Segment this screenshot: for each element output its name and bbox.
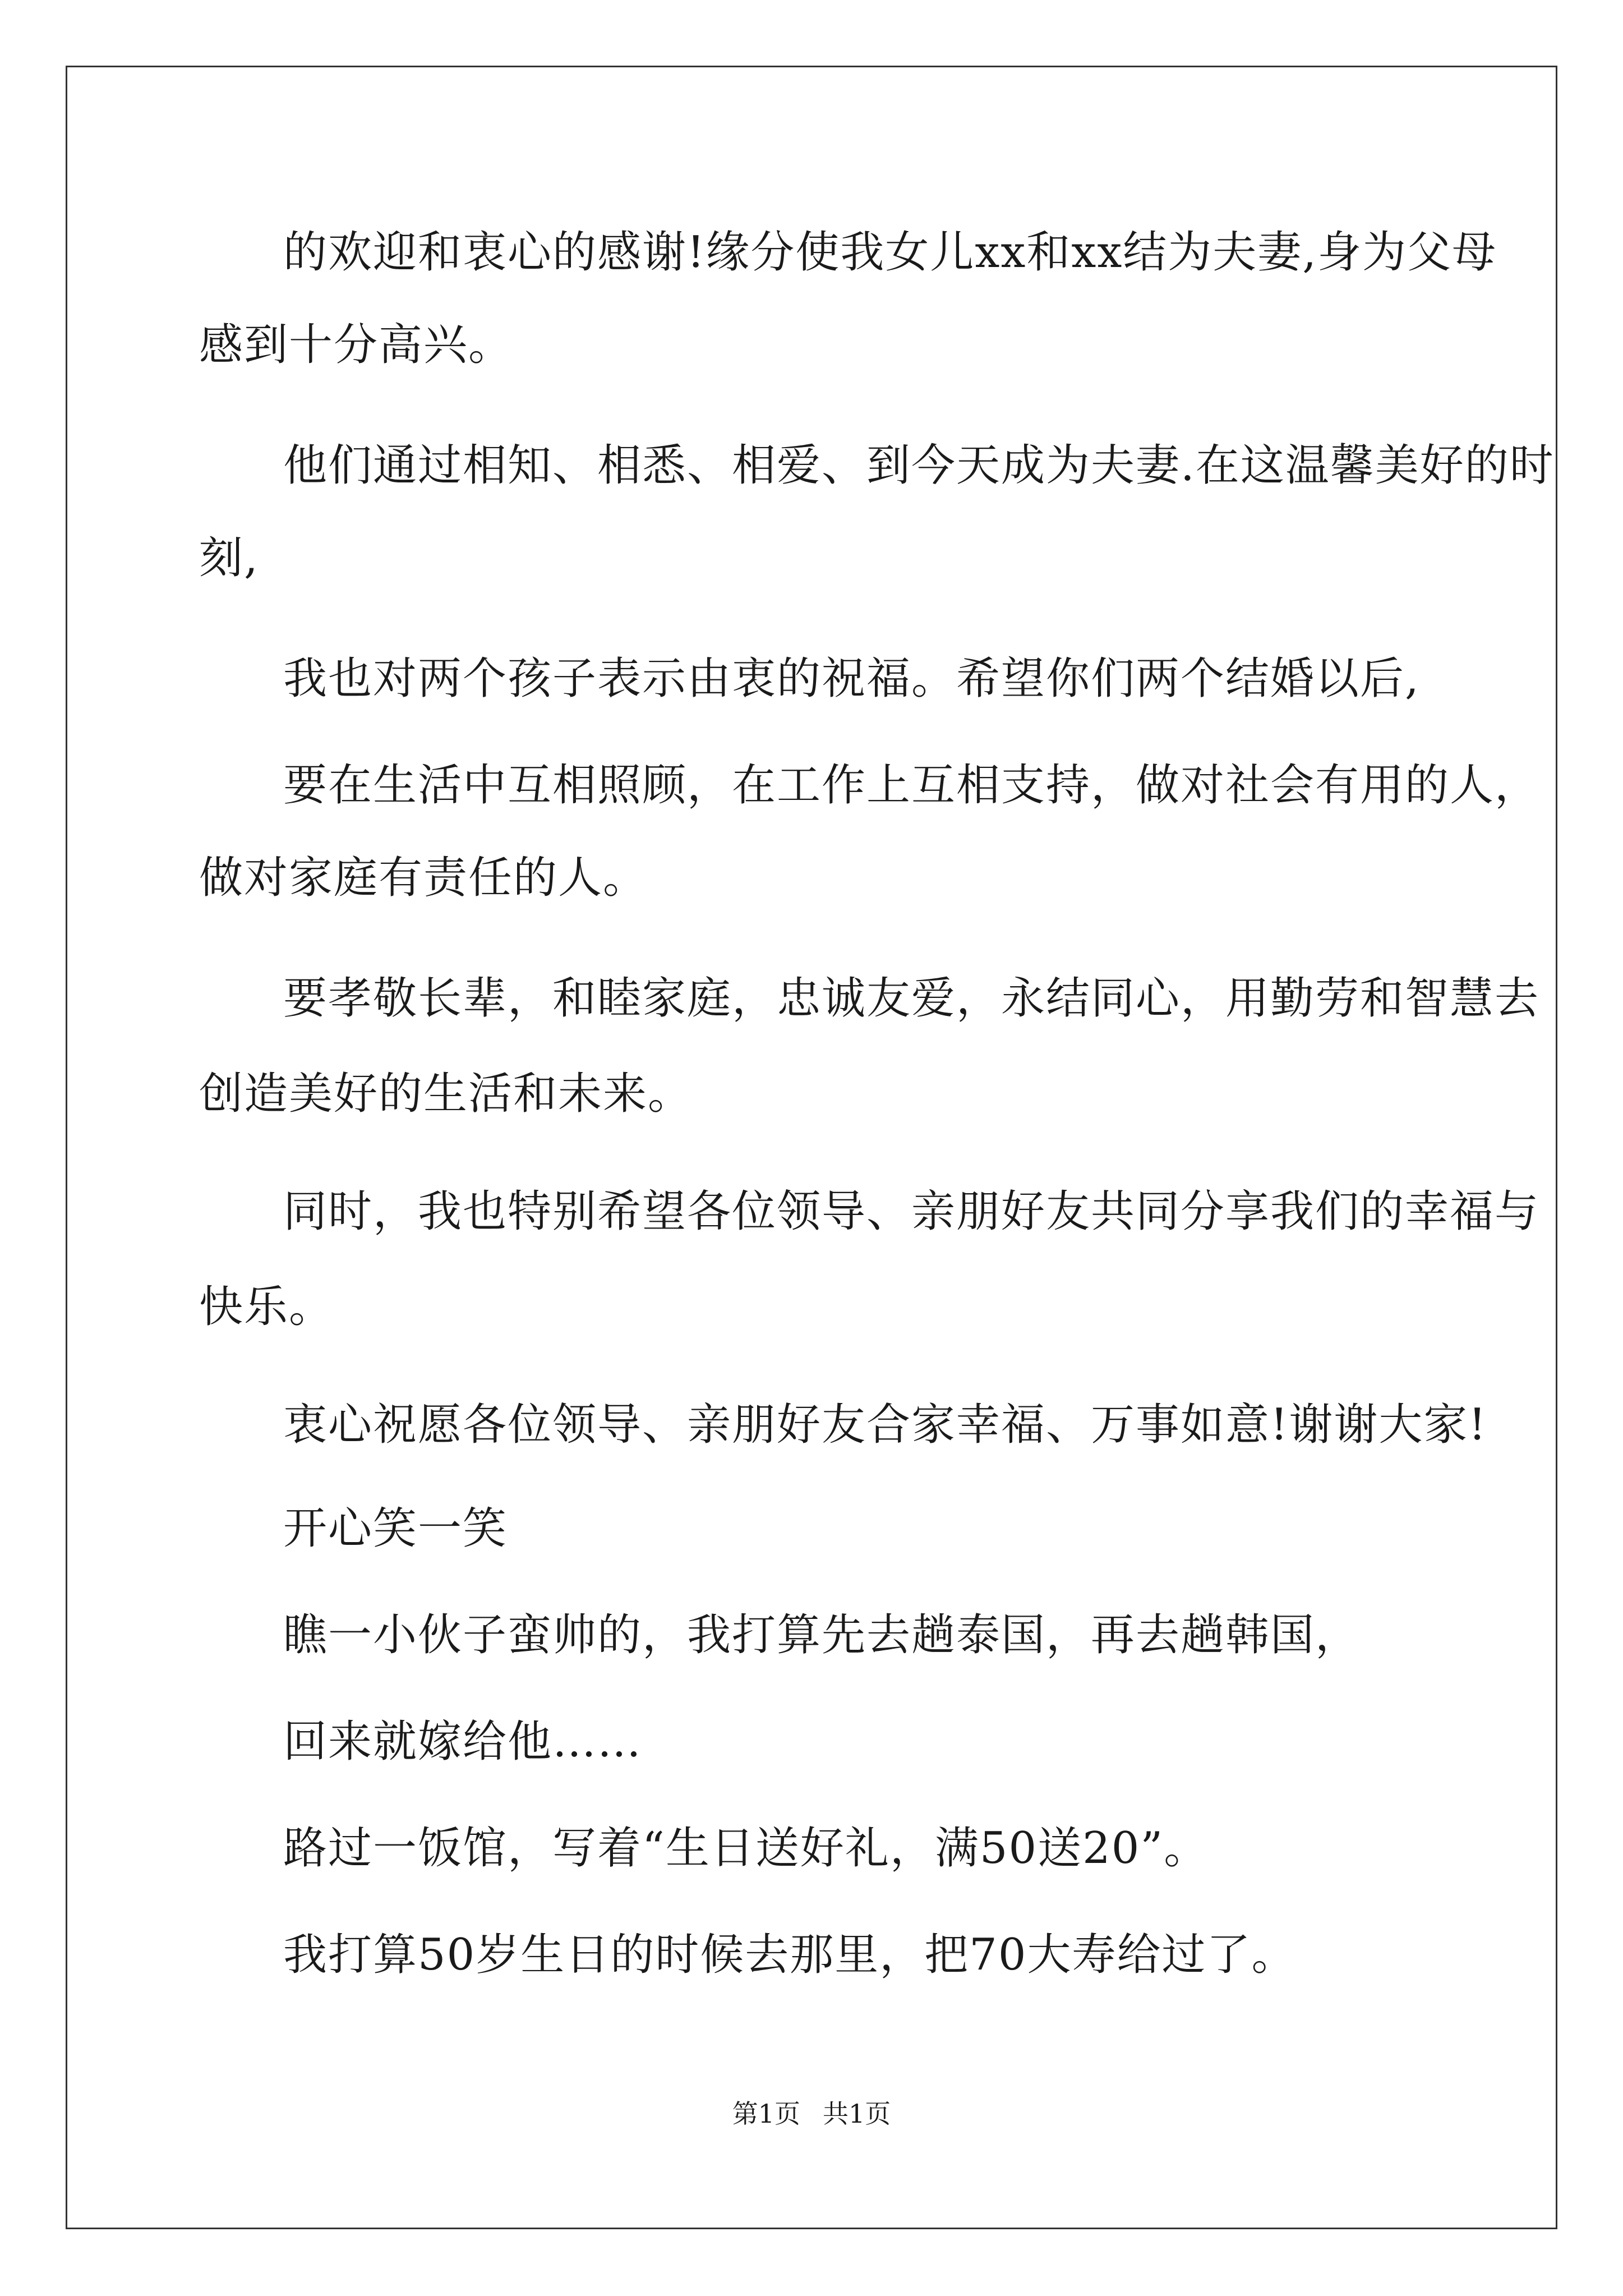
text-line: 要在生活中互相照顾，在工作上互相支持，做对社会有用的人， <box>283 760 1540 811</box>
text-line: 感到十分高兴。 <box>199 320 514 370</box>
text-line: 我也对两个孩子表示由衷的祝福。希望你们两个结婚以后, <box>283 654 1420 704</box>
page-border <box>66 66 1557 2229</box>
page-total: 共1页 <box>823 2099 891 2129</box>
text-line: 同时，我也特别希望各位领导、亲朋好友共同分享我们的幸福与 <box>283 1186 1540 1237</box>
text-line: 路过一饭馆，写着“生日送好礼，满50送20”。 <box>283 1823 1209 1874</box>
text-line: 瞧一小伙子蛮帅的，我打算先去趟泰国，再去趟韩国， <box>283 1610 1361 1660</box>
text-line: 的欢迎和衷心的感谢!缘分使我女儿xx和xx结为夫妻,身为父母 <box>283 227 1497 278</box>
text-line: 快乐。 <box>199 1282 334 1332</box>
text-line: 他们通过相知、相悉、相爱、到今天成为夫妻.在这温馨美好的时 <box>283 440 1555 491</box>
text-line: 我打算50岁生日的时候去那里，把70大寿给过了。 <box>283 1930 1297 1980</box>
text-line: 开心笑一笑 <box>283 1503 508 1554</box>
text-line: 做对家庭有责任的人。 <box>199 853 648 903</box>
page-footer <box>0 2097 1623 2131</box>
text-line: 创造美好的生活和未来。 <box>199 1069 693 1119</box>
page-number: 第1页 <box>732 2099 800 2129</box>
text-line: 刻, <box>199 533 259 583</box>
text-line: 回来就嫁给他…… <box>283 1717 643 1767</box>
text-line: 衷心祝愿各位领导、亲朋好友合家幸福、万事如意!谢谢大家! <box>283 1400 1487 1450</box>
text-line: 要孝敬长辈，和睦家庭，忠诚友爱，永结同心，用勤劳和智慧去 <box>283 973 1540 1024</box>
